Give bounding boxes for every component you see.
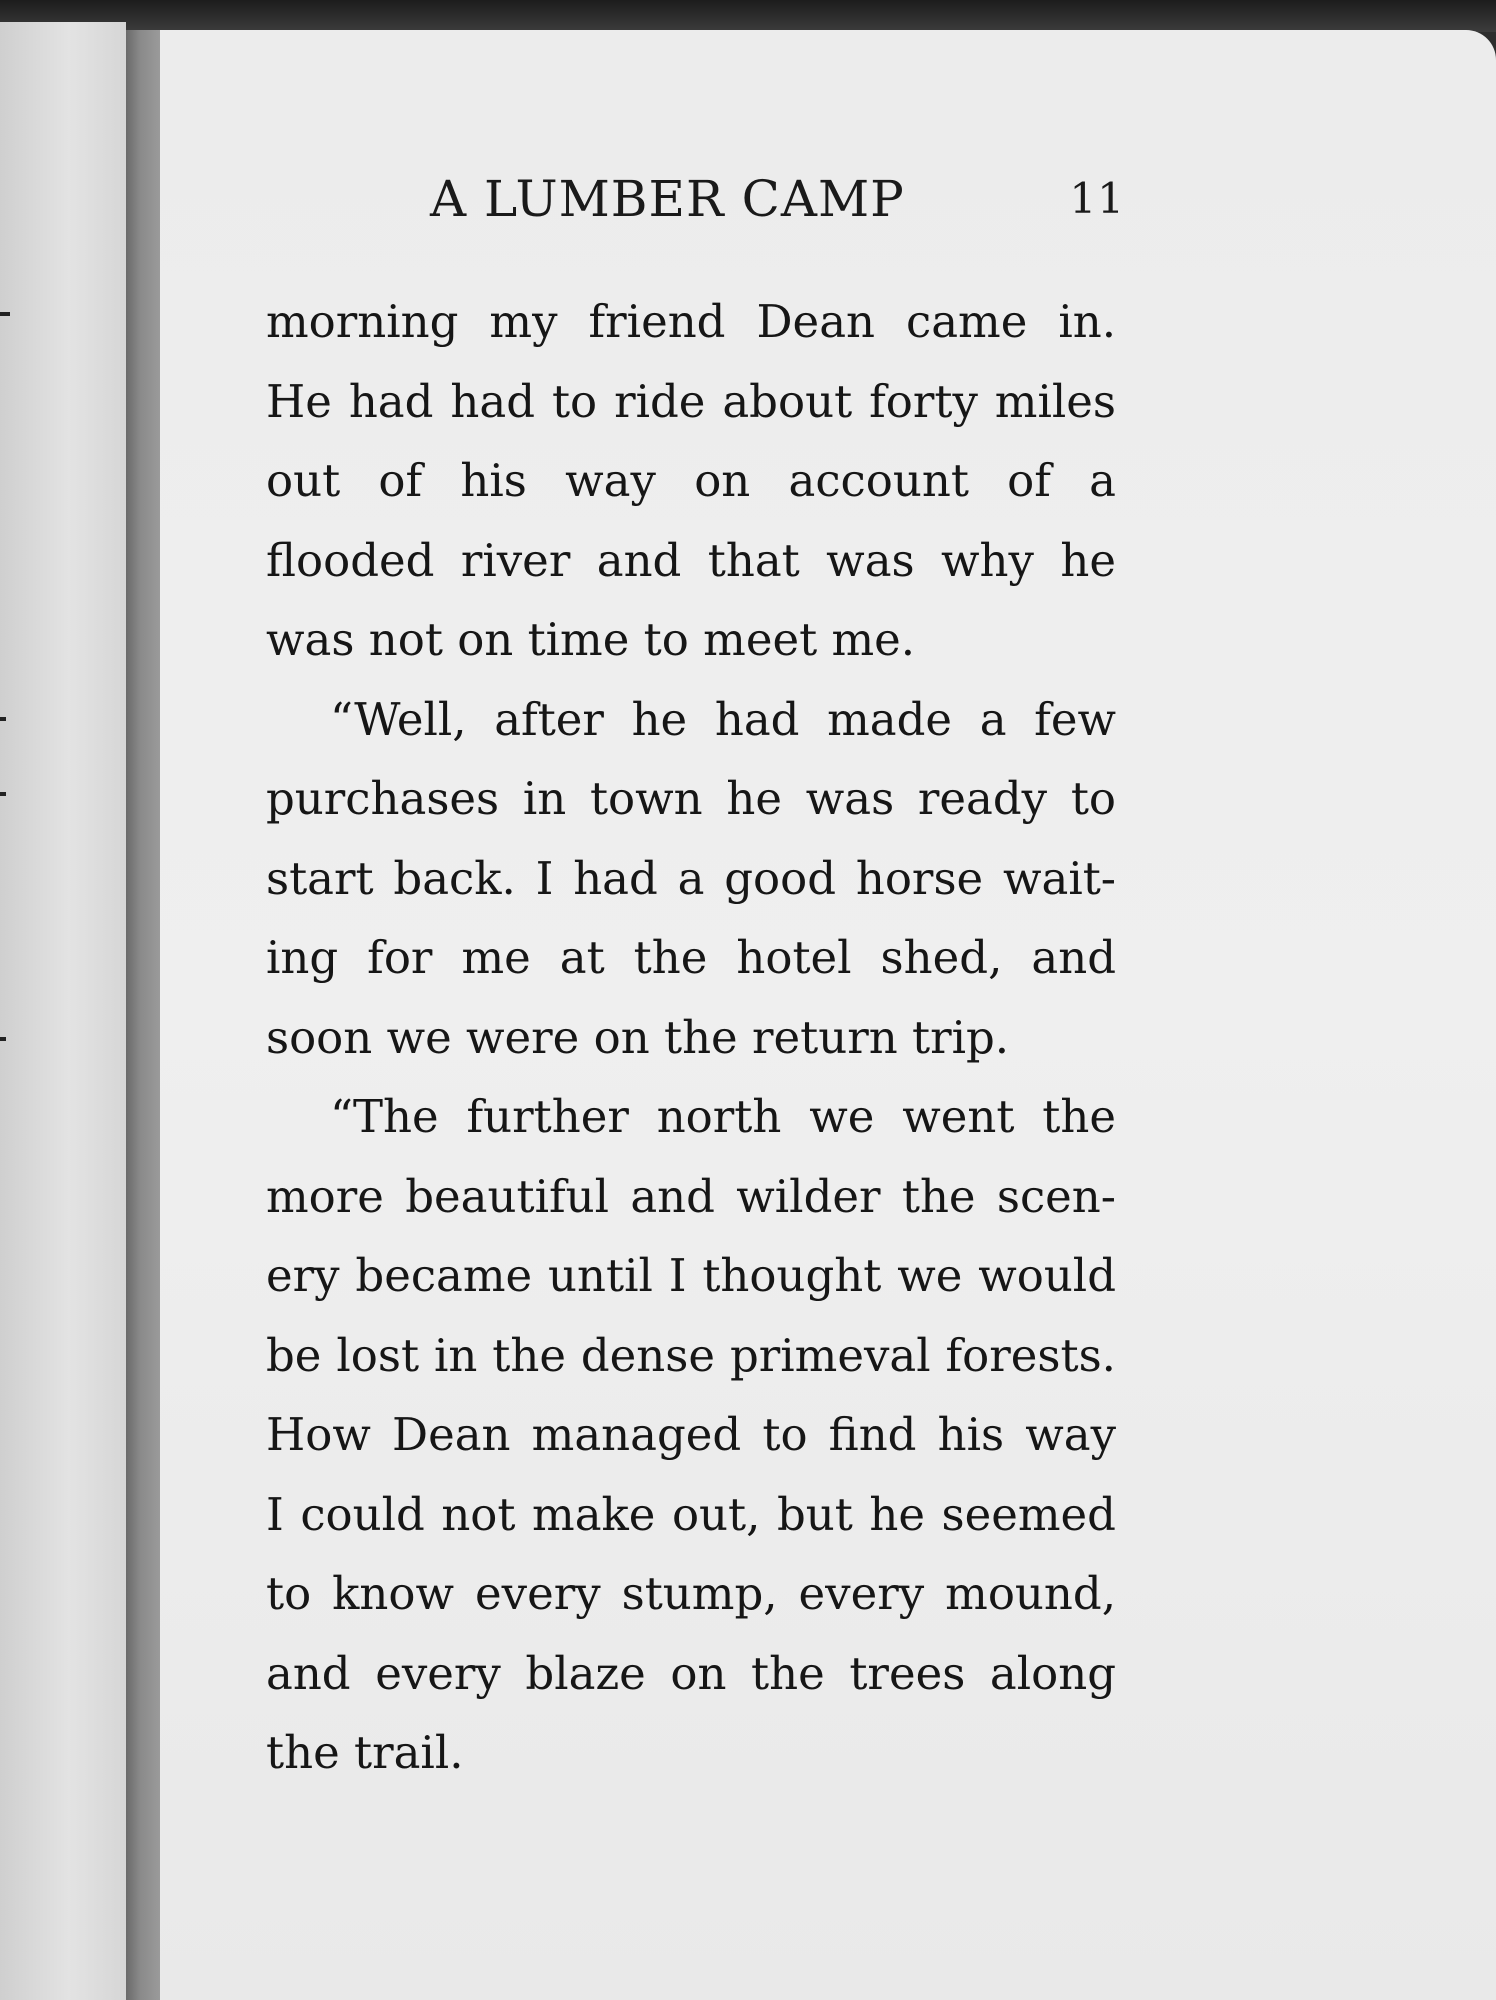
- paragraph: [266, 1077, 1116, 1793]
- left-page-mark: [0, 792, 6, 796]
- text-line: “The further north we went the: [330, 1090, 1116, 1143]
- text-line: ery became until I thought we would: [266, 1249, 1116, 1302]
- text-line: was not on time to meet me.: [266, 613, 916, 666]
- body-text: [266, 282, 1116, 1793]
- text-line: more beautiful and wilder the scen-: [266, 1169, 1116, 1223]
- text-line: be lost in the dense primeval forests.: [266, 1328, 1116, 1382]
- text-line: start back. I had a good horse wait-: [266, 851, 1116, 905]
- text-line: “Well, after he had made a few: [330, 692, 1116, 746]
- left-page-edge: [0, 22, 126, 2000]
- left-page-mark: [0, 717, 6, 721]
- text-line: How Dean managed to find his way: [266, 1408, 1116, 1461]
- text-line: I could not make out, but he seemed: [266, 1487, 1116, 1541]
- chapter-title: A LUMBER CAMP: [430, 170, 905, 228]
- text-line: to know every stump, every mound,: [266, 1567, 1116, 1620]
- text-line: out of his way on account of a: [266, 454, 1116, 507]
- text-line: He had had to ride about forty miles: [266, 374, 1116, 428]
- page-number: 11: [1069, 174, 1125, 223]
- book-gutter: [126, 30, 162, 2000]
- text-line: soon we were on the return trip.: [266, 1010, 1010, 1064]
- text-line: morning my friend Dean came in.: [266, 295, 1116, 348]
- paragraph: [266, 680, 1116, 1078]
- text-line: purchases in town he was ready to: [266, 772, 1116, 825]
- text-line: and every blaze on the trees along: [266, 1646, 1116, 1700]
- paragraph: [266, 282, 1116, 680]
- text-line: the trail.: [266, 1726, 464, 1779]
- text-line: flooded river and that was why he: [266, 533, 1116, 587]
- scanner-edge: [0, 0, 1496, 32]
- left-page-mark: [0, 312, 10, 316]
- text-line: ing for me at the hotel shed, and: [266, 931, 1116, 984]
- left-page-mark: [0, 1037, 6, 1041]
